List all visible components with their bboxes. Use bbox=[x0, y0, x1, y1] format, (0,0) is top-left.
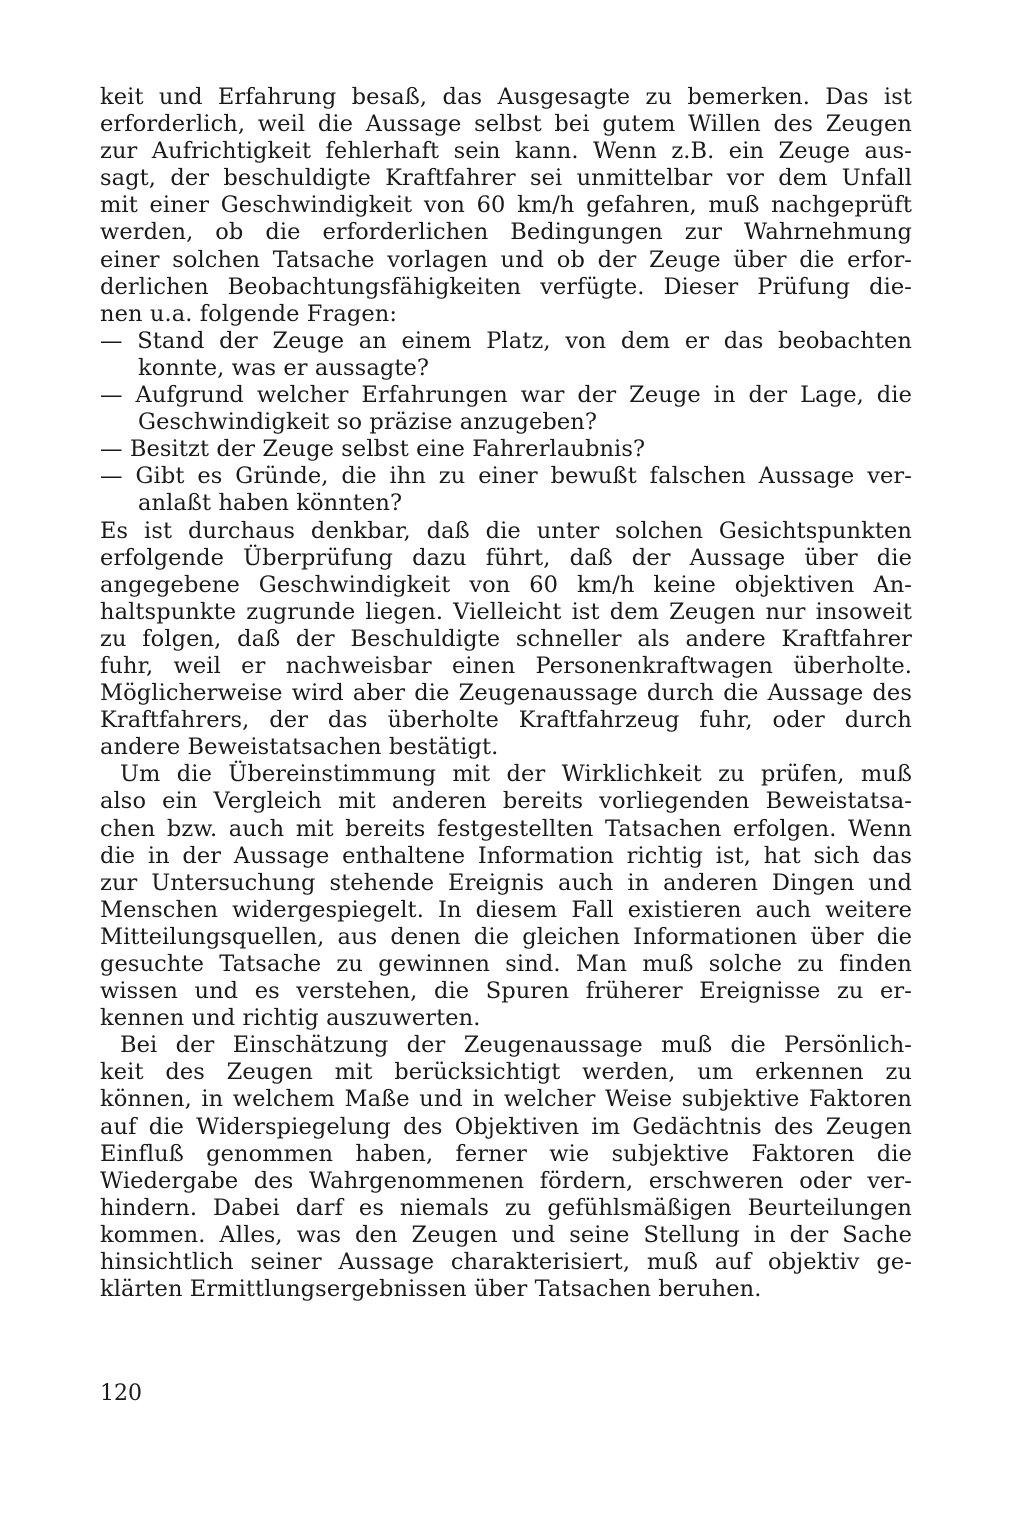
text-line: hindern. Dabei darf es niemals zu gefühlsmäßigen Beurteilungen bbox=[100, 1194, 912, 1221]
text-line: chen bzw. auch mit bereits festgestellten Tatsachen erfolgen. Wenn bbox=[100, 815, 912, 842]
text-line: hinsichtlich seiner Aussage charakterisiert, muß auf objektiv ge- bbox=[100, 1249, 912, 1276]
text-line: nen u.a. folgende Fragen: bbox=[100, 300, 398, 327]
text-line: haltspunkte zugrunde liegen. Vielleicht ist dem Zeugen nur insoweit bbox=[100, 598, 912, 625]
page-number: 120 bbox=[100, 1381, 142, 1406]
text-line: die in der Aussage enthaltene Information richtig ist, hat sich das bbox=[100, 842, 912, 869]
text-line: Wiedergabe des Wahrgenommenen fördern, erschweren oder ver- bbox=[100, 1167, 912, 1194]
text-line: Es ist durchaus denkbar, daß die unter solchen Gesichtspunkten bbox=[100, 517, 912, 544]
text-line: erfolgende Überprüfung dazu führt, daß der Aussage über die bbox=[100, 544, 912, 571]
paragraph-start: Um die Übereinstimmung mit der Wirklichkeit zu prüfen, muß bbox=[120, 761, 912, 788]
text-line: Einfluß genommen haben, ferner wie subjektive Faktoren die bbox=[100, 1140, 912, 1167]
text-line: einer solchen Tatsache vorlagen und ob der Zeuge über die erfor- bbox=[100, 246, 912, 273]
text-line: zur Untersuchung stehende Ereignis auch in anderen Dingen und bbox=[100, 869, 912, 896]
text-line: Möglicherweise wird aber die Zeugenaussage durch die Aussage des bbox=[100, 680, 912, 707]
text-block bbox=[100, 84, 912, 1303]
text-line: fuhr, weil er nachweisbar einen Personenkraftwagen überholte. bbox=[100, 652, 912, 679]
text-line: wissen und es verstehen, die Spuren früherer Ereignisse zu er- bbox=[100, 978, 912, 1005]
text-line: Menschen widergespiegelt. In diesem Fall existieren auch weitere bbox=[100, 896, 912, 923]
list-item: — Besitzt der Zeuge selbst eine Fahrerlaubnis? bbox=[100, 436, 646, 463]
text-line: Mitteilungsquellen, aus denen die gleichen Informationen über die bbox=[100, 923, 912, 950]
text-line: derlichen Beobachtungsfähigkeiten verfügte. Dieser Prüfung die- bbox=[100, 273, 912, 300]
text-line: angegebene Geschwindigkeit von 60 km/h keine objektiven An- bbox=[100, 571, 912, 598]
text-line: also ein Vergleich mit anderen bereits vorliegenden Beweistatsa- bbox=[100, 788, 912, 815]
list-item-continuation: konnte, was er aussagte? bbox=[138, 354, 430, 381]
text-line: kennen und richtig auszuwerten. bbox=[100, 1005, 481, 1032]
text-line: auf die Widerspiegelung des Objektiven im Gedächtnis des Zeugen bbox=[100, 1113, 912, 1140]
text-line: Kraftfahrers, der das überholte Kraftfahrzeug fuhr, oder durch bbox=[100, 707, 912, 734]
list-item-continuation: anlaßt haben könnten? bbox=[138, 490, 403, 517]
text-line: keit des Zeugen mit berücksichtigt werden, um erkennen zu bbox=[100, 1059, 912, 1086]
text-line: zur Aufrichtigkeit fehlerhaft sein kann. Wenn z.B. ein Zeuge aus- bbox=[100, 138, 912, 165]
paragraph-start: Bei der Einschätzung der Zeugenaussage muß die Persönlich- bbox=[120, 1032, 912, 1059]
text-line: können, in welchem Maße und in welcher Weise subjektive Faktoren bbox=[100, 1086, 912, 1113]
page-body bbox=[100, 84, 912, 1303]
text-line: gesuchte Tatsache zu gewinnen sind. Man muß solche zu finden bbox=[100, 951, 912, 977]
text-line: keit und Erfahrung besaß, das Ausgesagte zu bemerken. Das ist bbox=[100, 84, 912, 110]
list-item: — Stand der Zeuge an einem Platz, von dem er das beobachten bbox=[100, 327, 912, 354]
text-line: werden, ob die erforderlichen Bedingungen zur Wahrnehmung bbox=[100, 219, 912, 246]
text-line: kommen. Alles, was den Zeugen und seine Stellung in der Sache bbox=[100, 1221, 912, 1248]
list-item-continuation: Geschwindigkeit so präzise anzugeben? bbox=[138, 409, 598, 436]
text-line: mit einer Geschwindigkeit von 60 km/h gefahren, muß nachgeprüft bbox=[100, 192, 912, 219]
text-line: sagt, der beschuldigte Kraftfahrer sei unmittelbar vor dem Unfall bbox=[100, 165, 912, 192]
text-line: klärten Ermittlungsergebnissen über Tatsachen beruhen. bbox=[100, 1276, 762, 1303]
text-line: zu folgen, daß der Beschuldigte schneller als andere Kraftfahrer bbox=[100, 625, 912, 652]
text-line: erforderlich, weil die Aussage selbst bei gutem Willen des Zeugen bbox=[100, 111, 912, 138]
list-item: — Gibt es Gründe, die ihn zu einer bewußt falschen Aussage ver- bbox=[100, 463, 912, 490]
list-item: — Aufgrund welcher Erfahrungen war der Zeuge in der Lage, die bbox=[100, 382, 912, 409]
text-line: andere Beweistatsachen bestätigt. bbox=[100, 734, 499, 761]
